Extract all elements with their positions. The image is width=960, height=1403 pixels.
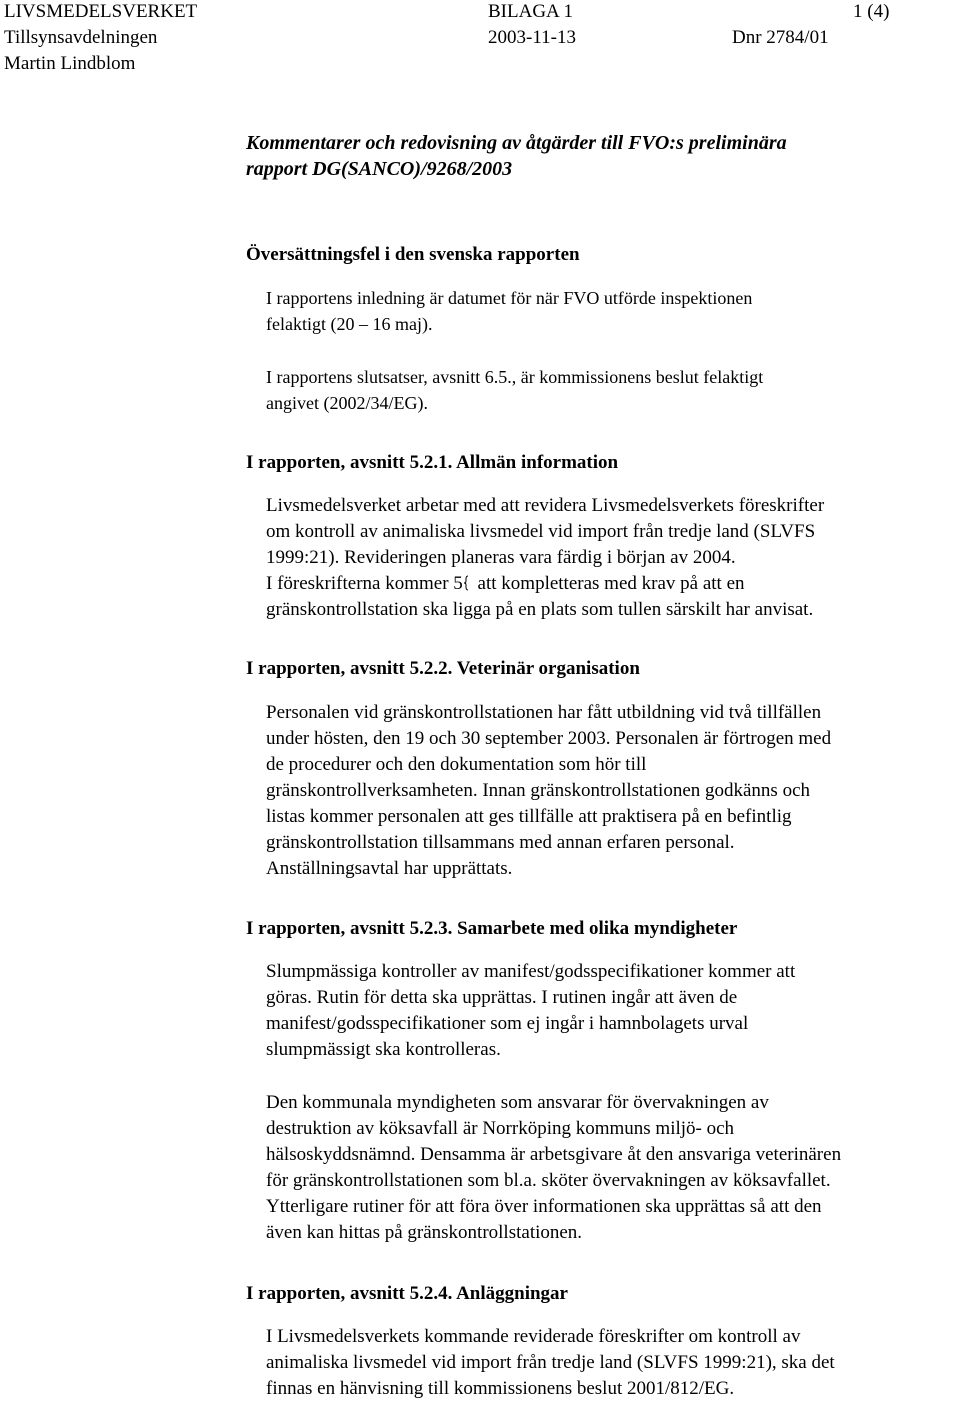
- text-line: gränskontrollstation ska ligga på en plats som tullen särskilt har anvisat.: [266, 599, 814, 620]
- text-line: felaktigt (20 – 16 maj).: [266, 314, 433, 334]
- text-line: manifest/godsspecifikationer som ej ingår i hamnbolagets urval: [266, 1013, 749, 1034]
- text-line: destruktion av köksavfall är Norrköping kommuns miljö- och: [266, 1118, 735, 1139]
- section-heading-5-2-4: I rapporten, avsnitt 5.2.4. Anläggningar: [246, 1283, 568, 1304]
- paragraph-random-checks: [266, 959, 795, 1063]
- paragraph-intro-date: [266, 285, 752, 337]
- text-line: för gränskontrollstationen som bl.a. sköter övervakningen av köksavfallet.: [266, 1170, 831, 1191]
- reference-number: Dnr 2784/01: [732, 27, 829, 48]
- text-line: under hösten, den 19 och 30 september 2003. Personalen är förtrogen med: [266, 728, 832, 749]
- annex-label: BILAGA 1: [488, 1, 573, 22]
- agency-name: LIVSMEDELSVERKET: [4, 1, 198, 22]
- text-line: slumpmässigt ska kontrolleras.: [266, 1039, 501, 1060]
- text-line: även kan hittas på gränskontrollstationen.: [266, 1222, 583, 1243]
- text-line: listas kommer personalen att ges tillfälle att praktisera på en befintlig: [266, 806, 792, 827]
- text-line: Slumpmässiga kontroller av manifest/godsspecifikationer kommer att: [266, 961, 796, 982]
- text-line: Den kommunala myndigheten som ansvarar för övervakningen av: [266, 1092, 769, 1113]
- paragraph-municipal-authority: [266, 1090, 841, 1246]
- paragraph-veterinary-organisation: [266, 700, 831, 882]
- text-line: hälsoskyddsnämnd. Densamma är arbetsgivare åt den ansvariga veterinären: [266, 1144, 842, 1165]
- section-heading-translation-errors: Översättningsfel i den svenska rapporten: [246, 244, 580, 265]
- text-line: finnas en hänvisning till kommissionens beslut 2001/812/EG.: [266, 1378, 735, 1399]
- text-line: gränskontrollverksamheten. Innan gränskontrollstationen godkänns och: [266, 780, 811, 801]
- text-span: att kompletteras med krav på att en: [472, 573, 745, 594]
- title-line: rapport DG(SANCO)/9268/2003: [246, 158, 513, 180]
- paragraph-general-information: [266, 493, 824, 623]
- section-heading-5-2-2: I rapporten, avsnitt 5.2.2. Veterinär organisation: [246, 658, 640, 679]
- text-line: om kontroll av animaliska livsmedel vid import från tredje land (SLVFS: [266, 521, 816, 542]
- paragraph-facilities: [266, 1324, 835, 1402]
- text-line: Anställningsavtal har upprättats.: [266, 858, 513, 879]
- text-line: de procedurer och den dokumentation som hör till: [266, 754, 647, 775]
- document-title: [246, 130, 946, 182]
- page-number: 1 (4): [853, 1, 890, 22]
- text-line: 1999:21). Revideringen planeras vara färdig i början av 2004.: [266, 547, 736, 568]
- title-line: Kommentarer och redovisning av åtgärder till FVO:s preliminära: [246, 132, 787, 154]
- text-line: göras. Rutin för detta ska upprättas. I rutinen ingår att även de: [266, 987, 738, 1008]
- section-heading-5-2-3: I rapporten, avsnitt 5.2.3. Samarbete med olika myndigheter: [246, 918, 738, 939]
- text-line: Personalen vid gränskontrollstationen har fått utbildning vid två tillfällen: [266, 702, 822, 723]
- document-date: 2003-11-13: [488, 27, 576, 48]
- department: Tillsynsavdelningen: [4, 27, 158, 48]
- text-line: I rapportens inledning är datumet för när FVO utförde inspektionen: [266, 288, 753, 308]
- text-line: [266, 571, 824, 597]
- text-line: Livsmedelsverket arbetar med att revidera Livsmedelsverkets föreskrifter: [266, 495, 825, 516]
- text-line: I rapportens slutsatser, avsnitt 6.5., är kommissionens beslut felaktigt: [266, 367, 764, 387]
- text-line: angivet (2002/34/EG).: [266, 393, 428, 413]
- text-line: Ytterligare rutiner för att föra över informationen ska upprättas så att den: [266, 1196, 822, 1217]
- text-span: I föreskrifterna kommer 5: [266, 573, 463, 594]
- text-line: animaliska livsmedel vid import från tredje land (SLVFS 1999:21), ska det: [266, 1352, 835, 1373]
- text-line: gränskontrollstation tillsammans med annan erfaren personal.: [266, 832, 735, 853]
- section-sign-icon: [463, 575, 473, 591]
- author: Martin Lindblom: [4, 53, 136, 74]
- section-heading-5-2-1: I rapporten, avsnitt 5.2.1. Allmän information: [246, 452, 619, 473]
- paragraph-conclusions: [266, 364, 763, 416]
- text-line: I Livsmedelsverkets kommande reviderade föreskrifter om kontroll av: [266, 1326, 801, 1347]
